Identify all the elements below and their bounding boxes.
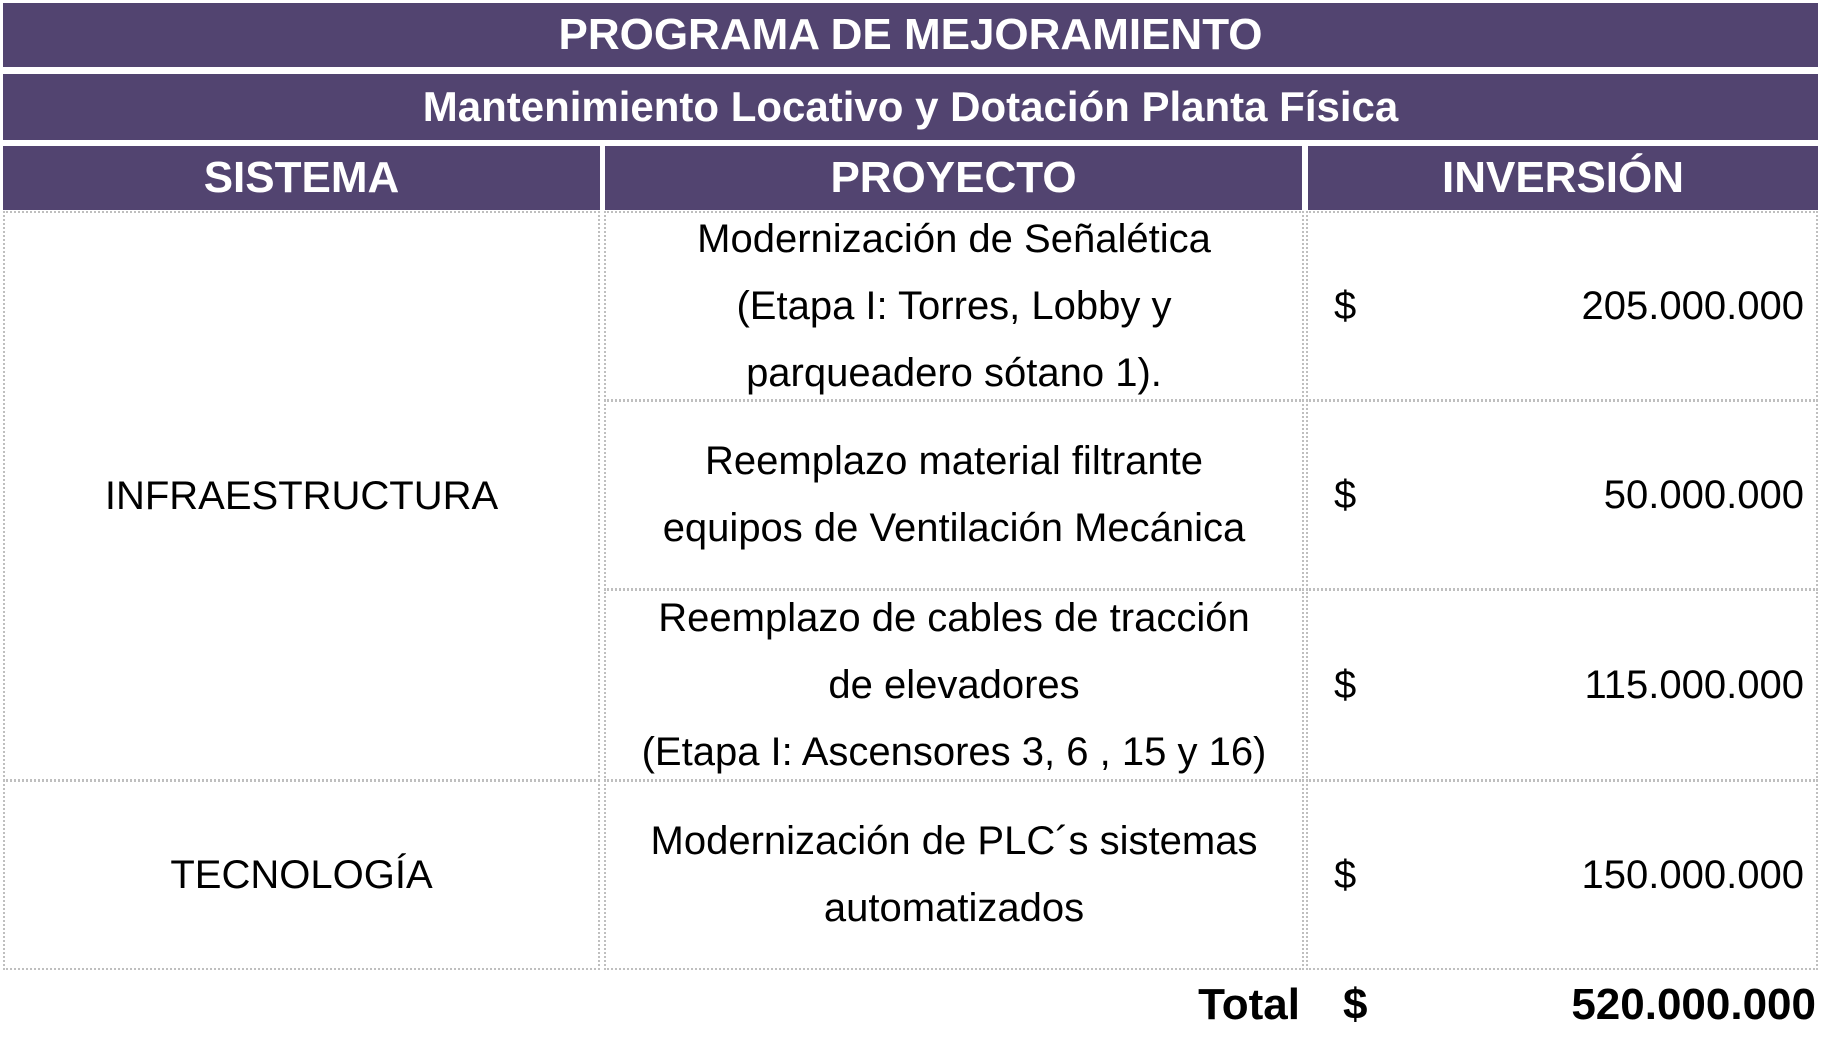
column-header-proyecto: PROYECTO bbox=[605, 146, 1302, 210]
sistema-cell-infraestructura bbox=[3, 211, 600, 781]
proyecto-line: de elevadores bbox=[828, 662, 1080, 707]
currency-symbol: $ bbox=[1334, 852, 1357, 897]
total-label: Total bbox=[1198, 980, 1300, 1029]
amount-value: 50.000.000 bbox=[1603, 472, 1804, 517]
proyecto-cell bbox=[604, 211, 1304, 401]
proyecto-line: (Etapa I: Torres, Lobby y bbox=[736, 283, 1172, 328]
table-title: PROGRAMA DE MEJORAMIENTO bbox=[3, 3, 1818, 67]
inversion-cell bbox=[1306, 400, 1818, 590]
proyecto-cell bbox=[604, 400, 1304, 590]
proyecto-line: (Etapa I: Ascensores 3, 6 , 15 y 16) bbox=[641, 729, 1267, 774]
sistema-cell-tecnologia bbox=[3, 780, 600, 970]
currency-symbol: $ bbox=[1334, 472, 1357, 517]
inversion-cell bbox=[1306, 780, 1818, 970]
proyecto-line: automatizados bbox=[823, 886, 1085, 930]
inversion-cell bbox=[1306, 211, 1818, 401]
proyecto-cell bbox=[604, 780, 1304, 970]
column-header-inversion: INVERSIÓN bbox=[1308, 146, 1818, 210]
amount-value: 115.000.000 bbox=[1584, 662, 1804, 707]
column-header-sistema: SISTEMA bbox=[3, 146, 600, 210]
amount-value: 150.000.000 bbox=[1581, 852, 1804, 897]
currency-symbol: $ bbox=[1334, 662, 1357, 707]
currency-symbol: $ bbox=[1334, 283, 1357, 328]
amount-value: 205.000.000 bbox=[1581, 283, 1804, 328]
proyecto-line: Modernización de PLC´s sistemas bbox=[650, 819, 1258, 863]
proyecto-line: equipos de Ventilación Mecánica bbox=[662, 506, 1246, 550]
proyecto-line: Reemplazo de cables de tracción bbox=[658, 595, 1250, 640]
sistema-label: INFRAESTRUCTURA bbox=[104, 473, 499, 518]
sistema-label: TECNOLOGÍA bbox=[170, 852, 433, 897]
proyecto-line: parqueadero sótano 1). bbox=[746, 350, 1162, 395]
total-currency-symbol: $ bbox=[1343, 980, 1368, 1029]
proyecto-line: Modernización de Señalética bbox=[697, 216, 1211, 261]
total-amount: 520.000.000 bbox=[1571, 980, 1816, 1029]
inversion-cell bbox=[1306, 589, 1818, 781]
table-subtitle: Mantenimiento Locativo y Dotación Planta Física bbox=[3, 74, 1818, 140]
proyecto-cell bbox=[604, 589, 1304, 781]
proyecto-line: Reemplazo material filtrante bbox=[705, 439, 1203, 483]
